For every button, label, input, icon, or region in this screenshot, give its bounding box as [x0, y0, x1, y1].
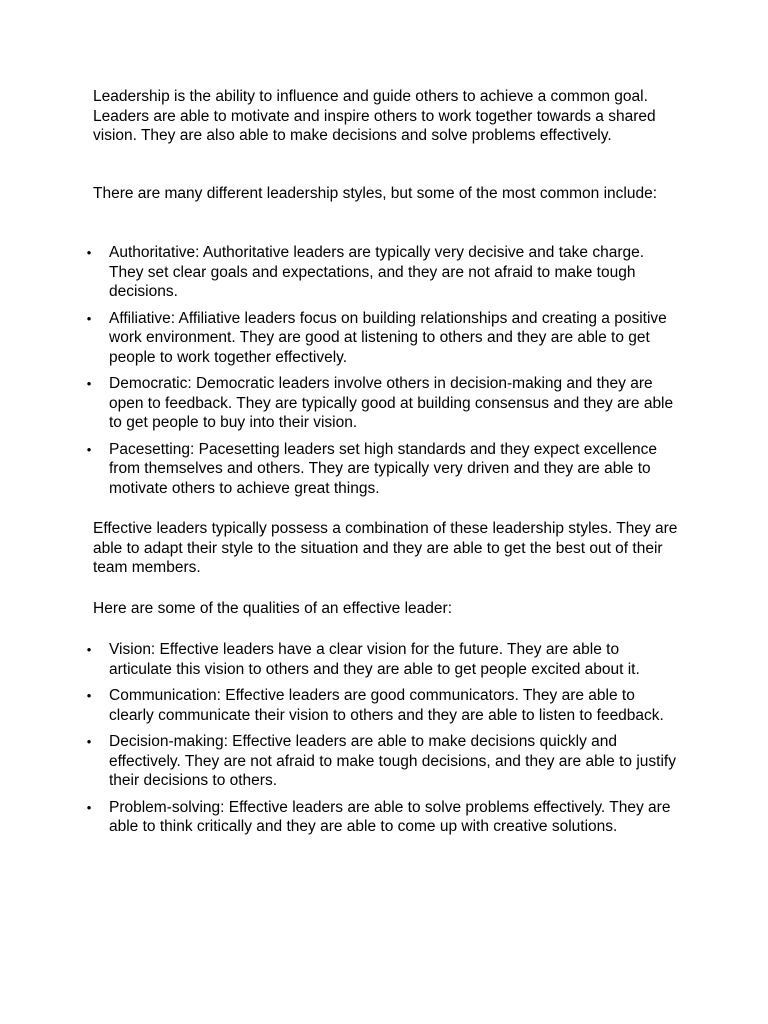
bullet-icon: •: [86, 734, 92, 749]
leader-qualities-list: [0, 640, 768, 837]
list-item-text: Democratic: Democratic leaders involve others in decision-making and they are open to feedback. They are typically good at building consensus and they are able to get people to buy into their vision.: [109, 375, 674, 431]
list-item-text: Affiliative: Affiliative leaders focus on building relationships and creating a positive work environment. They are good at listening to others and they are able to get people to work together effectively.: [109, 309, 667, 366]
styles-summary-paragraph: Effective leaders typically possess a combination of these leadership styles. They are able to adapt their style to the situation and they are able to get the best out of their team members.: [93, 520, 678, 576]
list-item-democratic: [0, 374, 679, 433]
styles-intro-paragraph: There are many different leadership styles, but some of the most common include:: [93, 185, 658, 202]
list-item-text: Problem-solving: Effective leaders are able to solve problems effectively. They are able to think critically and they are able to come up with creative solutions.: [109, 798, 671, 835]
list-item-text: Authoritative: Authoritative leaders are typically very decisive and take charge. They set clear goals and expectations, and they are not afraid to make tough decisions.: [109, 244, 645, 300]
list-item-decision-making: [0, 732, 679, 791]
bullet-icon: •: [86, 688, 92, 703]
list-item-text: Communication: Effective leaders are good communicators. They are able to clearly communicate their vision to others and they are able to listen to feedback.: [109, 687, 664, 724]
list-item-vision: [0, 640, 679, 679]
list-item-text: Decision-making: Effective leaders are able to make decisions quickly and effectively. They are not afraid to make tough decisions, and they are able to justify their decisions to others.: [109, 733, 676, 789]
intro-paragraph-block: [0, 87, 768, 146]
leader-qualities-block: [0, 640, 768, 837]
bullet-icon: •: [86, 799, 92, 815]
list-item-affiliative: [0, 309, 679, 368]
styles-summary-block: [0, 519, 768, 578]
list-item-text: Vision: Effective leaders have a clear vision for the future. They are able to articulate this vision to others and they are able to get people excited about it.: [109, 641, 640, 678]
bullet-icon: •: [86, 376, 92, 391]
leadership-styles-list: [0, 243, 768, 498]
bullet-icon: •: [86, 441, 92, 457]
list-item-text: Pacesetting: Pacesetting leaders set high standards and they expect excellence from themselves and others. They are typically very driven and they are able to motivate others to achieve great things.: [109, 440, 658, 497]
list-item-authoritative: [0, 243, 679, 302]
qualities-intro-block: [0, 599, 768, 619]
list-item-problem-solving: [0, 798, 679, 837]
qualities-intro-paragraph: Here are some of the qualities of an effective leader:: [93, 600, 453, 617]
list-item-communication: [0, 686, 679, 725]
intro-paragraph: Leadership is the ability to influence and guide others to achieve a common goal. Leaders are able to motivate and inspire others to work together towards a shared vision. They are also able to make decisions and solve problems effectively.: [93, 88, 656, 144]
styles-intro-block: [0, 184, 768, 204]
bullet-icon: •: [86, 310, 92, 326]
bullet-icon: •: [86, 642, 92, 657]
leadership-styles-block: [0, 243, 768, 498]
bullet-icon: •: [86, 245, 92, 260]
list-item-pacesetting: [0, 440, 679, 499]
